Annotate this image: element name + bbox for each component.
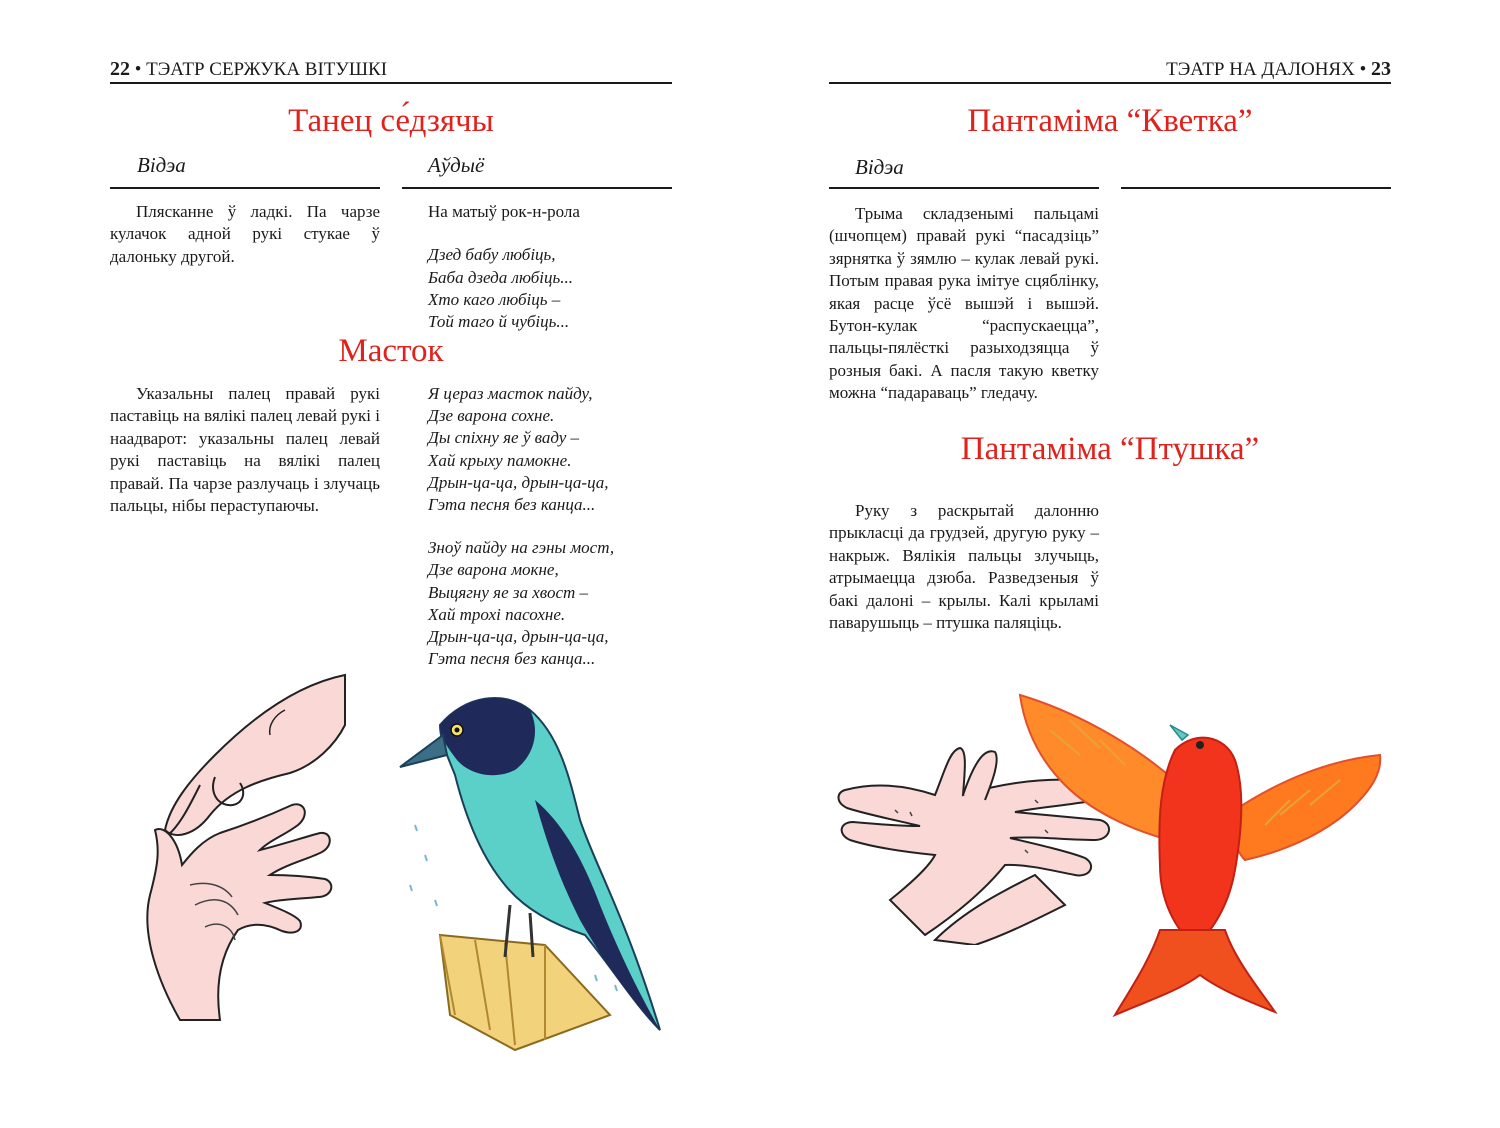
poem-line: Гэта песня без канца...: [428, 495, 596, 515]
right-page-number: 23: [1371, 58, 1391, 80]
left-running-title: ТЭАТР СЕРЖУКА ВІТУШКІ: [146, 59, 388, 80]
poem-line: Дрын-ца-ца, дрын-ца-ца,: [428, 472, 609, 492]
tanets-video-text: Пляcканне ў ладкі. Па чарзе кулачок адной рукі стукае ў далоньку другой.: [110, 202, 380, 266]
poem-line: Дзед бабу любіць,: [428, 245, 556, 265]
poem-line: Хай крыху памокне.: [428, 450, 572, 470]
crow-illustration: [395, 685, 675, 1060]
hands-bridge-illustration: [120, 665, 360, 1025]
left-page-number: 22: [110, 58, 130, 80]
col-rule-right-b: [1121, 187, 1391, 189]
title-mastok: Масток: [338, 333, 444, 369]
poem-line: Ды спіхну яе ў ваду –: [428, 428, 580, 448]
poem-line: Выцягну яе за хвост –: [428, 582, 589, 602]
col-rule-right-a: [829, 187, 1099, 189]
col-rule-left-a: [110, 187, 380, 189]
poem-line: Дрын-ца-ца, дрын-ца-ца,: [428, 627, 609, 647]
poem-stanza-2: [428, 537, 672, 670]
poem-tanets: [428, 244, 672, 333]
ptushka-video-text: Руку з раскрытай далонню прыкласці да грудзей, другую руку – накрыж. Вялікія пальцы злучыць, атрымаецца дзюба. Разведзеныя ў бакі далоні – крылы. Калі крыламі паварушыць – птушка паляціць.: [829, 501, 1099, 633]
right-running-header: [829, 58, 1391, 82]
poem-line: Баба дзеда любіць...: [428, 267, 573, 287]
left-header-rule: [110, 82, 672, 84]
bullet: •: [1359, 59, 1371, 80]
poem-line: Гэта песня без канца...: [428, 649, 596, 669]
right-running-title: ТЭАТР НА ДАЛОНЯХ: [1166, 59, 1355, 80]
poem-line: Той таго й чубіць...: [428, 312, 570, 332]
col-head-audio-left: Аўдыё: [428, 153, 485, 177]
bullet: •: [134, 59, 147, 80]
title-kvetka: Пантаміма “Кветка”: [967, 103, 1253, 139]
poem-line: Хай трохі пасохне.: [428, 604, 566, 624]
col-rule-left-b: [402, 187, 672, 189]
poem-mastok: [428, 383, 672, 670]
poem-line: Хто каго любіць –: [428, 289, 561, 309]
red-bird-illustration: [1010, 690, 1390, 1025]
tanets-audio-block: [428, 201, 672, 333]
poem-line: Я цераз масток пайду,: [428, 384, 593, 403]
title-tanets: Танец се́дзячы: [288, 103, 494, 139]
title-ptushka: Пантаміма “Птушка”: [960, 431, 1260, 467]
poem-stanza-1: [428, 383, 672, 516]
kvetka-video-text: Трыма складзенымі пальцамі (шчопцем) правай рукі “пасадзіць” зярнятка ў зямлю – кулак левай рукі. Потым правая рука імітуе сцяблінку, якая расце ўсё вышэй і вышэй. Бутон-кулак “распускаецца”, пальцы-пялёсткі разыходзяцца ў розныя бакі. А пасля такую кветку можна “падараваць” гледачу.: [829, 204, 1099, 403]
poem-line: Дзе варона сохне.: [428, 406, 555, 426]
poem-line: Дзе варона мокне,: [428, 560, 559, 580]
col-head-video-left: Відэа: [137, 153, 186, 177]
audio-intro: На матыў рок-н-рола: [428, 202, 580, 221]
mastok-video-text: Указальны палец правай рукі паставіць на вялікі палец левай рукі і наадварот: указальны палец левай рукі паставіць на вялікі палец правай. Па чарзе разлучаць і злучаць пальцы, нібы пераступаючы.: [110, 384, 380, 516]
poem-line: Зноў пайду на гэны мост,: [428, 538, 615, 558]
col-head-video-right: Відэа: [855, 155, 904, 179]
left-running-header: [110, 58, 672, 82]
right-header-rule: [829, 82, 1391, 84]
